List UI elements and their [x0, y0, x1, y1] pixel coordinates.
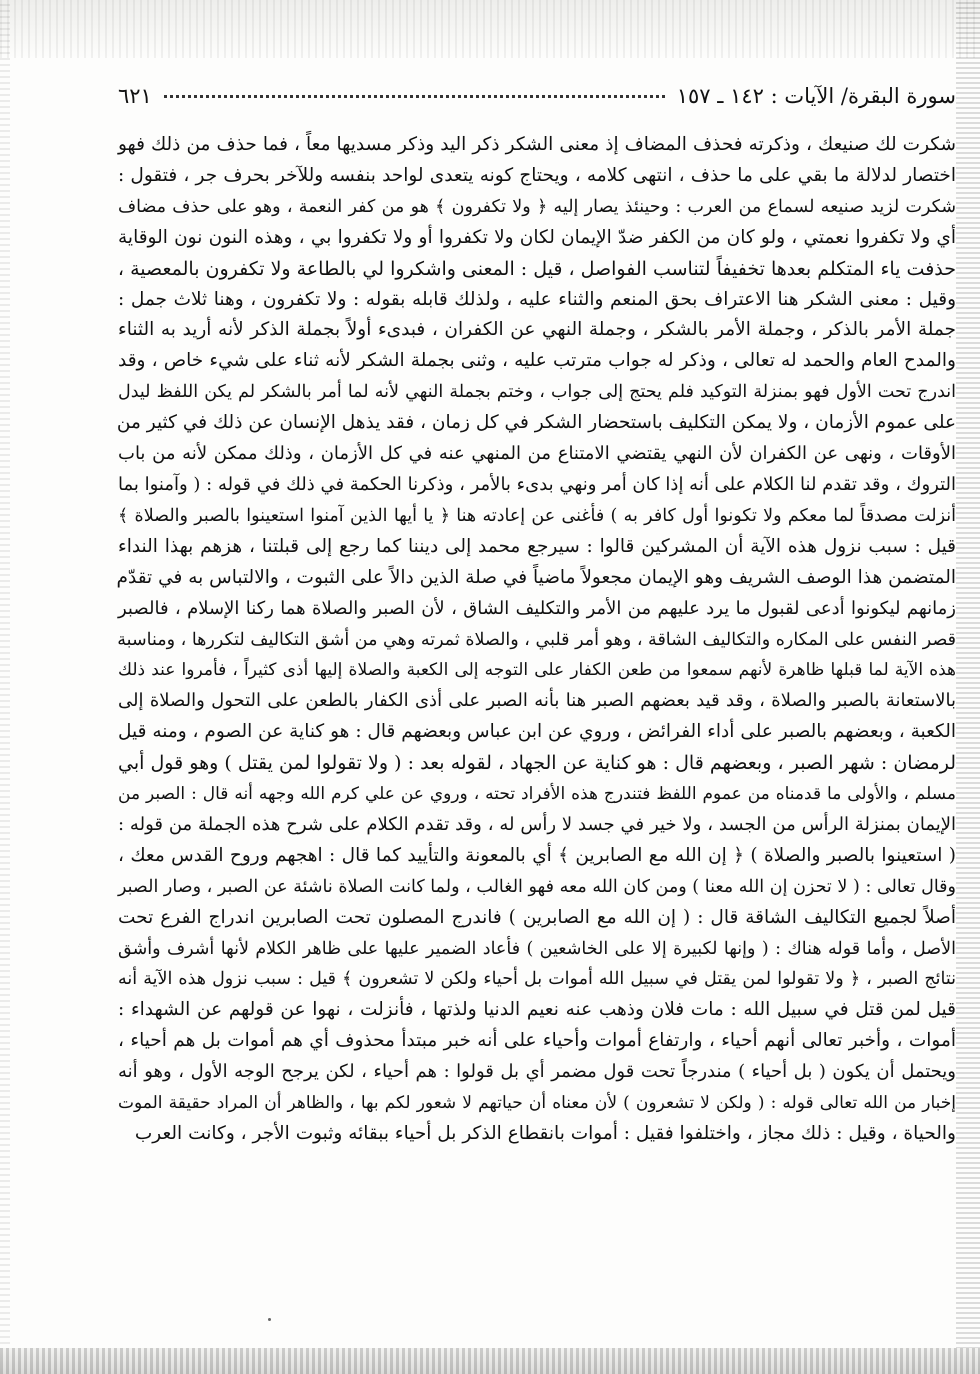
text-line: وقيل : معنى الشكر هنا الاعتراف بحق المنعم والثناء عليه ، ولذلك قابله بقوله : ولا تكفرون ، وهنا ثلاث جمل :: [118, 288, 956, 310]
text-line: جملة الأمر بالذكر ، وجملة الأمر بالشكر ، وجملة النهي عن الكفران ، فبدىء أولاً بجملة الذكر لأنه أريد به الثناء: [118, 319, 956, 341]
scan-top-edge: [0, 0, 980, 58]
text-line: اندرج تحت الأول فهو بمنزلة التوكيد فلم يحتج إلى جواب ، وختم بجملة النهي لأنه لما أمر بالشكر لم يكن اللفظ ليدل: [118, 382, 956, 403]
text-line: الإيمان بمنزلة الرأس من الجسد ، ولا خير في جسد لا رأس له ، وقد تقدم الكلام على شرح هذه الجملة من قوله :: [118, 813, 956, 835]
text-line: المتضمن هذا الوصف الشريف وهو الإيمان مجعولاً ماضياً في صلة الذين دالاً على الثبوت ، والالتباس به في تقدّم: [116, 566, 956, 588]
text-line: بالاستعانة بالصبر والصلاة ، وقد قيد بعضهم الصبر هنا بأنه الصبر على أذى الكفار بالطعن على التحول والصلاة إلى: [118, 690, 956, 712]
text-line: الكعبة ، وبعضهم بالصبر على أداء الفرائض ، وروي عن ابن عباس وبعضهم قال : هو كناية عن الصوم ، ومنه قيل: [118, 721, 956, 743]
text-line: هذه الآية لما قبلها ظاهرة لأنهم سمعوا من طعن الكفار على التوجه إلى الكعبة والصلاة إليها أذى كثيراً ، فأمروا عند ذلك: [118, 660, 956, 681]
text-line: شكرت لك صنيعك ، وذكرته فحذف المضاف إذ معنى الشكر ذكر اليد وذكر مسديها معاً ، فما حذف من ذلك فهو: [118, 134, 956, 155]
dotted-leader: [164, 95, 665, 98]
scan-bottom-edge: [0, 1348, 980, 1374]
text-line: قيل : سبب نزول هذه الآية أن المشركين قالوا : سيرجع محمد إلى ديننا كما رجع إلى قبلتنا ، هزهم بهذا النداء: [118, 535, 956, 557]
text-line: التروك ، وقد تقدم لنا الكلام على أنه إذا كان أمر ونهي بدىء بالأمر ، وذكرنا الحكمة في ذلك في قوله : ( وآمنوا بما: [118, 473, 956, 495]
text-line: حذفت ياء المتكلم بعدها تخفيفاً لتناسب الفواصل ، قيل : المعنى واشكروا لي بالطاعة ولا تكفرون بالمعصية ،: [117, 257, 956, 280]
text-line: لرمضان : شهر الصبر ، وبعضهم قال : هو كناية عن الجهاد ، لقوله بعد : ( ولا تقولوا لمن يقتل ) وهو قول أبي: [118, 752, 956, 775]
text-line: أصلاً لجميع التكاليف الشاقة قال : ( إن الله مع الصابرين ) فاندرج المصلون تحت الصابرين اندراج الفرع تحت: [118, 906, 956, 928]
scan-speck: [268, 1318, 271, 1321]
text-line: زمانهم ليكونوا أدعى لقبول ما يرد عليهم من الأمر والتكليف الشاق ، لأن الصبر والصلاة هما ركنا الإسلام ، فالصبر: [118, 597, 956, 619]
page-number: ٦٢١: [118, 84, 152, 108]
text-line: والمدح العام والحمد له تعالى ، وذكر له جواب مترتب عليه ، وثنى بجملة الشكر لأنه ثناء على شيء خاص ، وقد: [118, 350, 956, 372]
text-line: ويحتمل أن يكون ( بل أحياء ) مندرجاً تحت قول مضمر أي بل قولوا : هم أحياء ، لكن يرجح الوجه الأول ، وهو أنه: [118, 1061, 956, 1083]
page-header: [118, 84, 956, 120]
text-line: على عموم الأزمان ، ولا يمكن التكليف باستحضار الشكر في كل زمان ، فقد يذهل الإنسان عن ذلك في كثير من: [116, 412, 956, 434]
text-line: نتائج الصبر ، ﴿ ولا تقولوا لمن يقتل في سبيل الله أموات بل أحياء ولكن لا تشعرون ﴾ قيل : سبب نزول هذه الآية أنه: [118, 969, 956, 990]
text-line: والحياة ، وقيل : ذلك مجاز ، واختلفوا فقيل : أموات بانقطاع الذكر بل أحياء ببقائه وثبوت الأجر ، وكانت العرب: [134, 1123, 956, 1144]
text-line: الأصل ، وأما قوله هناك : ( وإنها لكبيرة إلا على الخاشعين ) فأعاد الضمير عليها على ظاهر الكلام لأنها أشرف وأشق: [118, 938, 956, 959]
text-line: الأوقات ، ونهى عن الكفران لأن النهي يقتضي الامتناع من المنهي عنه في كل الأزمان ، وذلك ممكن لأنه من باب: [118, 443, 956, 465]
text-line: أموات ، وأخبر تعالى أنهم أحياء ، وارتفاع أموات وأحياء على أنه خبر مبتدأ محذوف أي هم أموات بل هم أحياء ،: [118, 1030, 956, 1052]
text-line: اختصار لدلالة ما بقي على ما حذف ، انتهى كلامه ، ويحتاج كونه يتعدى لواحد بنفسه وللآخر بحرف جر ، فتقول :: [118, 164, 956, 186]
text-line: وقال تعالى : ( لا تحزن إن الله معنا ) ومن كان الله معه فهو الغالب ، ولما كانت الصلاة ناشئة عن الصبر ، وصار الصبر: [118, 876, 956, 897]
scan-right-edge: [956, 0, 980, 1374]
text-line: قيل لمن قتل في سبيل الله : مات فلان وذهب عنه نعيم الدنيا ولذتها ، فأنزلت ، نهوا عن قولهم عن الشهداء :: [118, 999, 956, 1021]
text-line: إخبار من الله تعالى قوله : ( ولكن لا تشعرون ) لأن معناه أن حياتهم لا شعور لكم بها ، والظاهر أن المراد حقيقة الموت: [118, 1093, 956, 1114]
book-page: [118, 84, 956, 1150]
text-line: أنزلت مصدقاً لما معكم ولا تكونوا أول كافر به ) فأغنى عن إعادته هنا ﴿ يا أيها الذين آمنوا استعينوا بالصبر والصلاة ﴾: [118, 505, 956, 526]
body-text: [118, 130, 956, 1150]
text-line: أي ولا تكفروا نعمتي ، ولو كان من الكفر ضدّ الإيمان لكان ولا تكفروا أو ولا تكفروا بي ، وهذه النون نون الوقاية: [118, 226, 956, 248]
running-title: سورة البقرة/ الآيات : ١٤٢ ـ ١٥٧: [676, 84, 956, 108]
scan-left-edge: [0, 0, 10, 1374]
text-line: ( استعينوا بالصبر والصلاة ) ﴿ إن الله مع الصابرين ﴾ أي بالمعونة والتأييد كما قال : اهجهم وروح القدس معك ،: [118, 844, 956, 866]
text-line: شكرت لزيد صنيعه لسماع من العرب : وحينئذ يصار إليه ﴿ ولا تكفرون ﴾ هو من كفر النعمة ، وهو على حذف مضاف: [118, 196, 956, 217]
text-line: قصر النفس على المكاره والتكاليف الشاقة ، وهو أمر قلبي ، والصلاة ثمرته وهي من أشق التكاليف لتكررها ، ومناسبة: [117, 629, 956, 650]
text-line: مسلم ، والأولى ما قدمناه من عموم اللفظ فتندرج هذه الأفراد تحته ، وروي عن علي كرم الله وجهه أنه قال : الصبر من: [118, 784, 956, 805]
